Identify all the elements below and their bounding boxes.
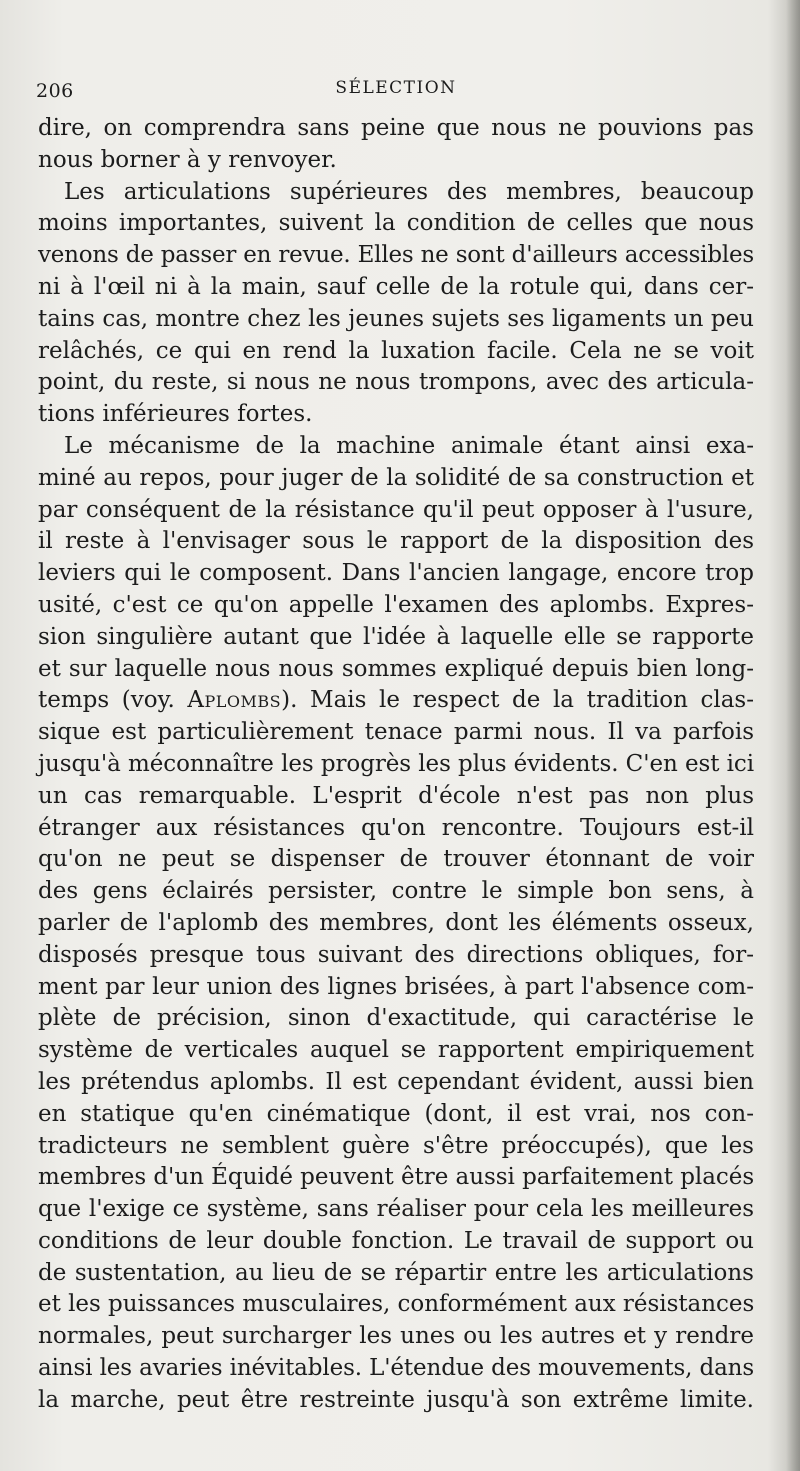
text-fragment: ). Mais le respect de la tradition clas- xyxy=(281,687,754,714)
text-line: ainsi les avaries inévitables. L'étendue des mouvements, dans xyxy=(38,1355,755,1382)
text-line: système de verticales auquel se rapportent empiriquement xyxy=(38,1037,754,1064)
text-line: relâchés, ce qui en rend la luxation facile. Cela ne se voit xyxy=(38,337,754,364)
text-line: parler de l'aplomb des membres, dont les éléments osseux, xyxy=(38,909,754,936)
text-line: moins importantes, suivent la condition de celles que nous xyxy=(38,210,754,237)
text-line: sique est particulièrement tenace parmi nous. Il va parfois xyxy=(38,719,754,746)
text-line: des gens éclairés persister, contre le simple bon sens, à xyxy=(38,878,754,905)
text-line: les prétendus aplombs. Il est cependant évident, aussi bien xyxy=(38,1068,754,1095)
text-line: la marche, peut être restreinte jusqu'à son extrême limite. xyxy=(38,1386,754,1413)
text-line: leviers qui le composent. Dans l'ancien langage, encore trop xyxy=(38,560,754,587)
text-line: membres d'un Équidé peuvent être aussi parfaitement placés xyxy=(38,1164,755,1191)
text-line: venons de passer en revue. Elles ne sont d'ailleurs accessibles xyxy=(38,242,754,269)
text-line: normales, peut surcharger les unes ou les autres et y rendre xyxy=(38,1323,754,1350)
text-line: que l'exige ce système, sans réaliser pour cela les meilleures xyxy=(38,1196,754,1223)
text-line: par conséquent de la résistance qu'il peut opposer à l'usure, xyxy=(38,496,754,523)
text-line: tains cas, montre chez les jeunes sujets ses ligaments un peu xyxy=(38,305,754,332)
text-fragment: temps (voy. xyxy=(38,687,188,714)
text-line: point, du reste, si nous ne nous trompons, avec des articula- xyxy=(38,369,754,396)
text-line: ni à l'œil ni à la main, sauf celle de la rotule qui, dans cer- xyxy=(38,273,754,300)
text-line: conditions de leur double fonction. Le travail de support ou xyxy=(38,1227,754,1254)
running-head: SÉLECTION xyxy=(335,78,457,98)
text-line: usité, c'est ce qu'on appelle l'examen des aplombs. Expres- xyxy=(38,591,754,618)
text-line: en statique qu'en cinématique (dont, il est vrai, nos con- xyxy=(38,1100,754,1127)
paragraph-first-line: Le mécanisme de la machine animale étant ainsi exa- xyxy=(64,432,754,459)
page-edge-shadow xyxy=(786,0,800,1471)
text-line: tradicteurs ne semblent guère s'être préoccupés), que les xyxy=(38,1132,754,1159)
text-line: et sur laquelle nous nous sommes expliqué depuis bien long- xyxy=(38,655,754,682)
text-line: nous borner à y renvoyer. xyxy=(38,146,337,173)
text-line-with-small-caps xyxy=(38,685,754,717)
text-line: il reste à l'envisager sous le rapport de la disposition des xyxy=(38,528,754,555)
cross-reference: Aplombs xyxy=(187,687,282,714)
body-text xyxy=(38,113,754,1417)
text-line: disposés presque tous suivant des directions obliques, for- xyxy=(38,941,754,968)
page-number: 206 xyxy=(36,80,74,102)
paragraph-first-line: Les articulations supérieures des membres, beaucoup xyxy=(64,178,754,205)
text-line: dire, on comprendra sans peine que nous ne pouvions pas xyxy=(38,115,754,141)
text-line: sion singulière autant que l'idée à laquelle elle se rapporte xyxy=(38,623,754,650)
text-line: un cas remarquable. L'esprit d'école n'est pas non plus xyxy=(38,782,754,809)
text-line: ment par leur union des lignes brisées, à part l'absence com- xyxy=(38,973,754,1000)
text-line: tions inférieures fortes. xyxy=(38,401,313,428)
page-header xyxy=(36,74,756,108)
text-line: plète de précision, sinon d'exactitude, qui caractérise le xyxy=(38,1005,754,1032)
text-line: étranger aux résistances qu'on rencontre. Toujours est-il xyxy=(38,814,754,841)
text-line: et les puissances musculaires, conformément aux résistances xyxy=(38,1291,755,1318)
text-line: jusqu'à méconnaître les progrès les plus évidents. C'en est ici xyxy=(38,750,754,777)
text-line: miné au repos, pour juger de la solidité de sa construction et xyxy=(38,464,754,491)
text-line: qu'on ne peut se dispenser de trouver étonnant de voir xyxy=(38,846,754,873)
text-line: de sustentation, au lieu de se répartir entre les articulations xyxy=(38,1259,754,1286)
